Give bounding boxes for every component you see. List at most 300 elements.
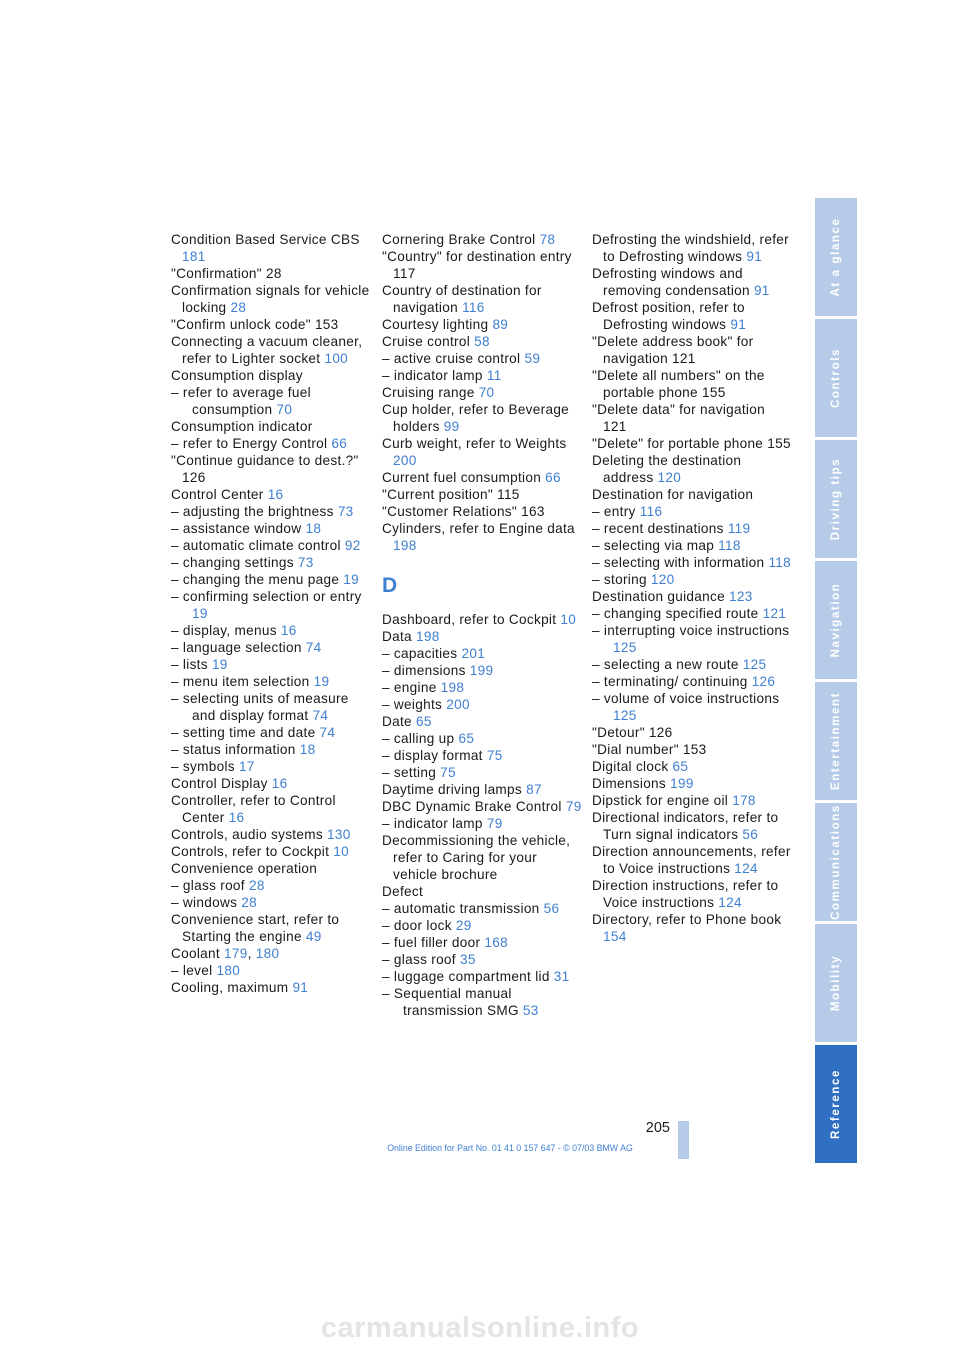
index-entry [171,656,371,673]
index-entry [382,764,582,781]
index-entry-text: – dimensions [382,663,470,678]
page-link[interactable]: 19 [211,657,228,672]
index-entry [382,384,582,401]
page-link[interactable]: 74 [319,725,336,740]
index-entry-text: – windows [171,895,242,910]
page-link[interactable]: 65 [416,714,432,729]
index-entry-text: – luggage compartment lid [382,969,554,984]
index-entry-text: Dashboard, refer to Cockpit [382,612,561,627]
index-entry [171,435,371,452]
page-link[interactable]: 66 [331,436,348,451]
index-entry [382,645,582,662]
index-entry-text: Cooling, maximum [171,980,293,995]
index-entry-text: – indicator lamp [382,368,487,383]
index-entry [171,367,371,384]
index-entry [382,628,582,645]
index-entry [382,968,582,985]
index-entry-text: – confirming selection or entry [171,589,362,604]
index-entry [382,333,582,350]
index-entry [592,537,792,554]
index-entry [171,690,371,724]
index-entry [171,911,371,945]
index-entry [171,775,371,792]
page-link[interactable]: 168 [484,935,509,950]
page-link[interactable]: 28 [230,300,247,315]
index-entry-text: Controls, audio systems [171,827,328,842]
tab-label: Communications [830,804,842,920]
tab-reference[interactable] [815,1045,857,1163]
index-entry-text: Direction instructions, refer to Voice instructions [592,878,779,910]
index-entry [382,316,582,333]
page-link[interactable]: 17 [238,759,255,774]
index-entry [382,486,582,503]
index-entry-text: "Detour" 126 [592,725,673,740]
page-link[interactable]: 91 [753,283,770,298]
index-entry [592,775,792,792]
index-entry-text: – display format [382,748,487,763]
page-link[interactable]: 29 [455,918,472,933]
page-link[interactable]: 66 [545,470,561,485]
index-entry-text: Country of destination for navigation [382,283,542,315]
index-entry-text: Deleting the destination address [592,453,742,485]
index-entry [171,231,371,265]
index-entry [382,900,582,917]
index-entry-text: Confirmation signals for vehicle locking [171,283,370,315]
tab-navigation[interactable] [815,561,857,679]
tab-label: Reference [830,1068,842,1140]
index-entry [592,605,792,622]
index-entry [171,877,371,894]
index-entry-text: – entry [592,504,640,519]
index-column-1 [171,231,371,996]
index-entry-text: "Customer Relations" 163 [382,504,545,519]
index-entry-text: Defrosting windows and removing condensation [592,266,754,298]
index-entry-text: "Delete address book" for navigation 121 [592,334,754,366]
index-entry-text: – refer to Energy Control [171,436,332,451]
index-entry [382,730,582,747]
page-link[interactable]: 119 [727,521,751,536]
index-entry-text: – glass roof [171,878,249,893]
index-entry [171,894,371,911]
page-link[interactable]: 65 [458,731,475,746]
index-entry [592,843,792,877]
index-entry [171,418,371,435]
index-entry [592,299,792,333]
index-entry [382,815,582,832]
index-entry [592,622,792,656]
page-link[interactable]: 16 [271,776,288,791]
index-entry-text: Cup holder, refer to Beverage holders [382,402,570,434]
page-link[interactable]: 73 [337,504,354,519]
index-entry-text: – fuel filler door [382,935,485,950]
page-number: 205 [645,1120,670,1136]
page-link[interactable]: 59 [524,351,541,366]
index-entry-text: "Delete all numbers" on the portable phone 155 [592,368,765,400]
index-entry-text: Condition Based Service CBS [171,232,360,247]
index-entry-text: Dipstick for engine oil [592,793,733,808]
tab-label: Mobility [830,954,842,1012]
page-link[interactable]: 121 [762,606,787,621]
page-link[interactable]: 118 [768,555,792,570]
index-entry [171,979,371,996]
index-entry [171,622,371,639]
page-link[interactable]: 70 [478,385,495,400]
page-link[interactable]: 28 [241,895,257,910]
page-link[interactable]: 91 [292,980,309,995]
page-link[interactable]: 91 [730,317,747,332]
index-entry-text: – engine [382,680,441,695]
page-link[interactable]: 19 [313,674,330,689]
page-link[interactable]: 126 [751,674,776,689]
index-entry-text: – selecting with information [592,555,769,570]
tab-communications[interactable] [815,803,857,921]
index-entry-text: Data [382,629,416,644]
index-entry-text: Cornering Brake Control [382,232,540,247]
index-entry-text: "Current position" 115 [382,487,520,502]
index-entry-text: – weights [382,697,447,712]
index-entry-text: Convenience operation [171,861,318,876]
index-entry-text: Consumption display [171,368,303,383]
page-link[interactable]: 87 [526,782,542,797]
tab-label: Entertainment [830,691,842,791]
index-entry-text: – setting [382,765,441,780]
index-entry [382,985,582,1019]
index-entry-text: – selecting a new route [592,657,743,672]
page-link[interactable]: 11 [486,368,502,383]
page-link[interactable]: 16 [267,487,284,502]
index-entry-text: "Delete" for portable phone 155 [592,436,791,451]
index-entry-text: – lists [171,657,212,672]
page-link[interactable]: 75 [440,765,456,780]
index-entry [171,962,371,979]
index-entry-text: – adjusting the brightness [171,504,338,519]
index-entry [171,860,371,877]
page-link[interactable]: 124 [718,895,742,910]
index-entry-text: Controller, refer to Control Center [171,793,336,825]
page-link[interactable]: 79 [565,799,582,814]
index-entry-text: Cruise control [382,334,475,349]
page-link[interactable]: 18 [305,521,322,536]
page-link[interactable]: 10 [333,844,349,859]
index-entry-text: – changing settings [171,555,298,570]
index-entry-text: "Continue guidance to dest.?" 126 [171,453,359,485]
index-entry-text: – active cruise control [382,351,525,366]
index-entry-text: "Dial number" 153 [592,742,707,757]
index-entry-text: – language selection [171,640,306,655]
index-entry [592,265,792,299]
page-link[interactable]: 120 [650,572,675,587]
watermark: carmanualsonline.info [320,1312,640,1344]
index-entry-text: Connecting a vacuum cleaner, refer to Lighter socket [171,334,363,366]
page-link[interactable]: 49 [305,929,322,944]
index-entry [171,537,371,554]
index-entry-text: Digital clock [592,759,673,774]
index-entry-text: Decommissioning the vehicle, refer to Caring for your vehicle brochure [382,833,571,882]
index-entry [382,934,582,951]
index-entry-text: "Confirmation" 28 [171,266,282,281]
page-link[interactable]: 124 [734,861,758,876]
index-entry-text: "Country" for destination entry 117 [382,249,572,281]
page-link[interactable]: 125 [742,657,767,672]
index-entry [382,747,582,764]
page-link[interactable]: 179 [224,946,248,961]
index-entry-text: – level [171,963,217,978]
index-entry [592,792,792,809]
index-entry [171,843,371,860]
page-link[interactable]: 18 [299,742,316,757]
page-link[interactable]: 100 [324,351,349,366]
index-entry [171,758,371,775]
index-entry [382,611,582,628]
index-entry [382,781,582,798]
index-entry-text: – setting time and date [171,725,320,740]
index-entry-text: Convenience start, refer to Starting the engine [171,912,340,944]
index-entry [171,384,371,418]
page-link[interactable]: 28 [248,878,265,893]
page-link[interactable]: 201 [461,646,486,661]
tab-label: At a glance [830,217,842,297]
page-link[interactable]: 123 [729,589,753,604]
index-entry-text: Direction announcements, refer to Voice instructions [592,844,791,876]
page-link[interactable]: 74 [312,708,329,723]
index-entry-text: Destination guidance [592,589,730,604]
index-entry [171,520,371,537]
page-link[interactable]: 181 [182,249,206,264]
page-link[interactable]: 79 [486,816,503,831]
index-entry [382,469,582,486]
chapter-tabs [815,198,857,1166]
index-entry [171,554,371,571]
index-entry-text: Cylinders, refer to Engine data [382,521,575,536]
index-entry [171,316,371,333]
page-link[interactable]: 19 [343,572,359,587]
page-link[interactable]: 31 [553,969,570,984]
page-link[interactable]: 178 [732,793,756,808]
tab-mobility[interactable] [815,924,857,1042]
page-link[interactable]: 78 [539,232,556,247]
index-entry-text: – recent destinations [592,521,728,536]
index-section-letter: D [382,574,398,597]
index-entry [382,350,582,367]
page-link[interactable]: 10 [560,612,577,627]
index-entry-text: – refer to average fuel consumption [171,385,311,417]
index-entry [592,758,792,775]
index-entry-text: Consumption indicator [171,419,313,434]
page-link[interactable]: 125 [613,640,637,655]
index-entry-text: Destination for navigation [592,487,754,502]
index-entry-text: DBC Dynamic Brake Control [382,799,566,814]
index-entry-text: – menu item selection [171,674,314,689]
index-entry-text: – door lock [382,918,456,933]
index-entry [382,832,582,883]
index-entry [382,435,582,469]
index-entry [171,588,371,622]
index-entry [171,265,371,282]
index-entry-text: "Confirm unlock code" 153 [171,317,339,332]
page-link[interactable]: 199 [670,776,694,791]
tab-label: Controls [830,347,842,409]
tab-label: Navigation [830,582,842,658]
index-entry [382,367,582,384]
page-link[interactable]: 200 [393,453,417,468]
index-entry-text: – symbols [171,759,239,774]
page-link[interactable]: 198 [393,538,417,553]
index-entry [592,911,792,945]
tab-label: Driving tips [830,457,842,541]
index-entry [382,798,582,815]
page-link[interactable]: 74 [305,640,322,655]
tab-entertainment[interactable] [815,682,857,800]
index-entry-text: Defrosting the windshield, refer to Defrosting windows [592,232,789,264]
index-entry-text: Date [382,714,416,729]
index-entry [382,883,582,900]
index-entry [171,486,371,503]
index-entry-text: – interrupting voice instructions [592,623,790,638]
index-entry [592,231,792,265]
index-entry [592,435,792,452]
page-link[interactable]: 92 [344,538,361,553]
page-link[interactable]: 199 [469,663,494,678]
tab-controls[interactable] [815,319,857,437]
index-entry-text: Directory, refer to Phone book [592,912,782,927]
page-link[interactable]: 120 [657,470,682,485]
index-entry [382,713,582,730]
index-entry-text: – assistance window [171,521,306,536]
index-entry [171,741,371,758]
page-link[interactable]: 35 [459,952,476,967]
page-link[interactable]: 65 [672,759,689,774]
index-entry [592,401,792,435]
page-link[interactable]: 198 [416,629,440,644]
index-entry-text: – capacities [382,646,462,661]
page-link[interactable]: 180 [216,963,241,978]
index-entry [592,503,792,520]
index-entry [382,696,582,713]
index-entry [171,452,371,486]
index-entry [382,401,582,435]
index-entry-text: – selecting via map [592,538,719,553]
index-entry [382,679,582,696]
index-entry-text: Controls, refer to Cockpit [171,844,334,859]
page-marker-bar [678,1121,689,1159]
index-entry-text: Curb weight, refer to Weights [382,436,567,451]
page-link[interactable]: 73 [297,555,314,570]
index-entry [382,503,582,520]
index-entry-text: – Sequential manual transmission SMG [382,986,523,1018]
page-link[interactable]: 91 [746,249,763,264]
index-entry-text: – glass roof [382,952,460,967]
page-link[interactable]: 116 [639,504,663,519]
index-entry [592,554,792,571]
page-link[interactable]: 180 [255,946,280,961]
page-link[interactable]: 89 [492,317,509,332]
index-entry-text: – terminating/ continuing [592,674,752,689]
index-entry [382,248,582,282]
index-entry-text: – automatic transmission [382,901,544,916]
index-entry-text: – changing the menu page [171,572,344,587]
index-entry-text: Defect [382,884,424,899]
index-entry-text: – display, menus [171,623,281,638]
page-link[interactable]: 154 [603,929,627,944]
index-entry-text: Defrost position, refer to Defrosting windows [592,300,745,332]
page-link[interactable]: 200 [446,697,470,712]
index-entry-text: Daytime driving lamps [382,782,527,797]
page-link[interactable]: 99 [443,419,460,434]
page-link[interactable]: 56 [543,901,560,916]
index-entry [171,673,371,690]
index-entry-text: Control Display [171,776,272,791]
index-entry [592,588,792,605]
page-link[interactable]: 130 [327,827,351,842]
index-entry [592,656,792,673]
index-entry-text: – changing specified route [592,606,763,621]
index-entry [592,520,792,537]
index-entry [592,452,792,486]
page-link[interactable]: 56 [742,827,759,842]
index-entry-text: Dimensions [592,776,671,791]
index-entry [592,809,792,843]
index-entry [592,724,792,741]
index-entry-text: Directional indicators, refer to Turn signal indicators [592,810,779,842]
index-entry [592,333,792,367]
index-entry [171,792,371,826]
page-link[interactable]: 19 [192,606,208,621]
page-link[interactable]: 125 [613,708,637,723]
page-link[interactable]: 118 [718,538,741,553]
index-entry [171,503,371,520]
footer-text: Online Edition for Part No. 01 41 0 157 647 - © 07/03 BMW AG [387,1143,633,1153]
index-entry [382,231,582,248]
index-entry [592,367,792,401]
page-link[interactable]: 116 [462,300,485,315]
page-link[interactable]: 16 [228,810,245,825]
page-link[interactable]: 70 [276,402,293,417]
index-column-3 [592,231,792,945]
index-entry-text: Coolant [171,946,225,961]
index-entry-text: Cruising range [382,385,479,400]
index-entry [382,917,582,934]
index-entry [171,333,371,367]
index-entry-text: "Delete data" for navigation 121 [592,402,765,434]
index-entry-text: – status information [171,742,300,757]
index-entry [382,662,582,679]
index-entry [592,741,792,758]
index-entry-text: – volume of voice instructions [592,691,780,706]
index-entry [171,826,371,843]
index-entry [171,639,371,656]
tab-at-a-glance[interactable] [815,198,857,316]
index-entry [171,571,371,588]
index-entry [171,724,371,741]
index-entry [171,282,371,316]
page-link[interactable]: 53 [522,1003,539,1018]
page-link[interactable]: 198 [440,680,465,695]
index-entry [592,673,792,690]
index-entry-text: – storing [592,572,651,587]
page-link[interactable]: 16 [280,623,297,638]
tab-driving-tips[interactable] [815,440,857,558]
index-entry [382,520,582,554]
index-entry [592,571,792,588]
index-entry [592,690,792,724]
index-column-2 [382,231,582,1019]
page-link[interactable]: 75 [486,748,503,763]
index-entry-text: – indicator lamp [382,816,487,831]
index-entry-text: – calling up [382,731,459,746]
page-link[interactable]: 58 [474,334,490,349]
index-entry [592,486,792,503]
index-entry-text: – automatic climate control [171,538,345,553]
